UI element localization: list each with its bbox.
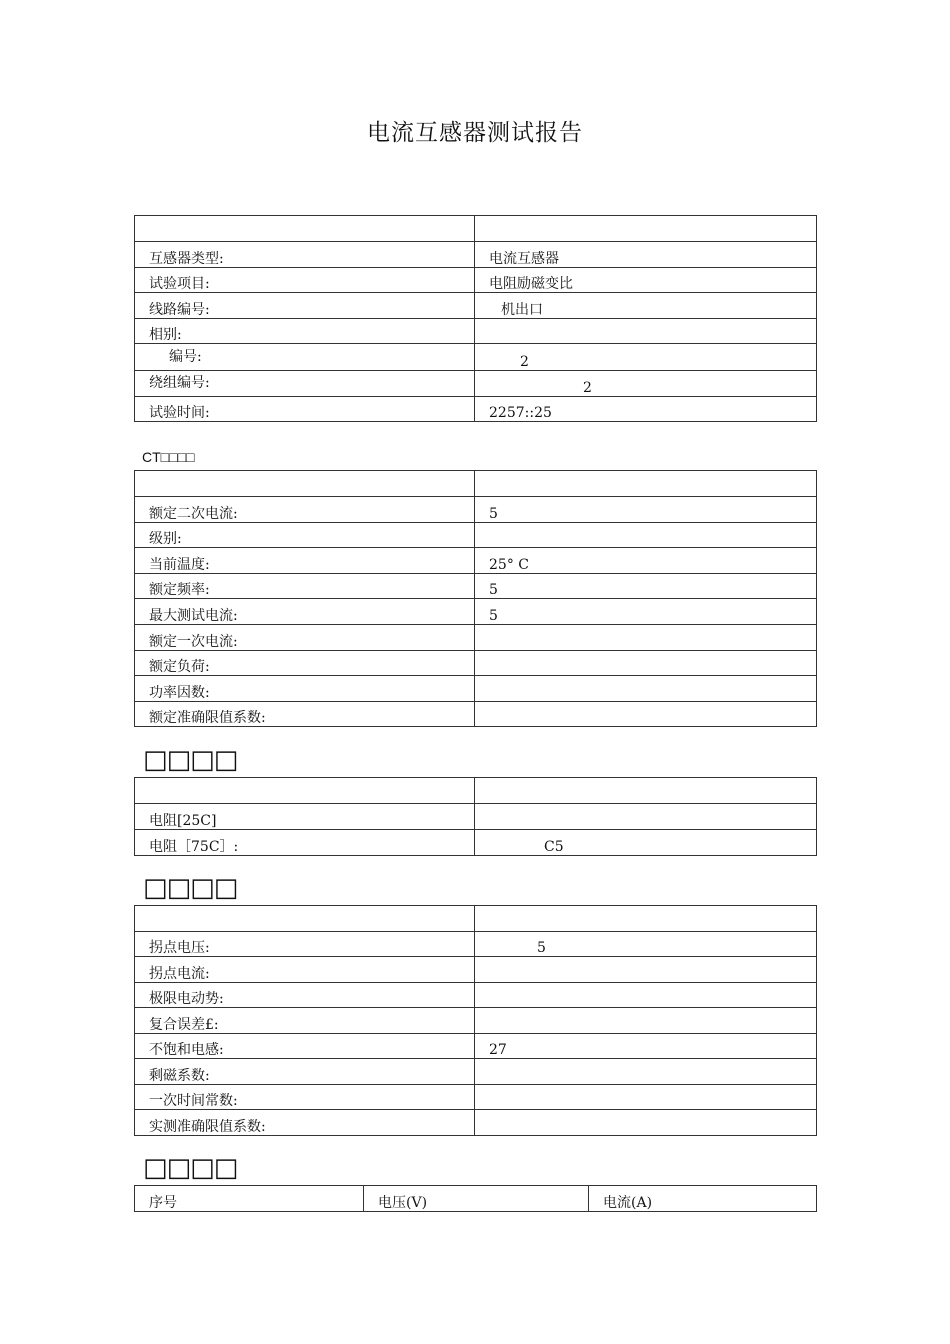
test-item-value: 电阻励磁变比 bbox=[475, 268, 817, 293]
winding-value: 2 bbox=[475, 371, 817, 397]
table-row bbox=[135, 471, 817, 497]
primary-time-constant-label: 一次时间常数: bbox=[135, 1085, 475, 1110]
data-table bbox=[134, 1185, 817, 1212]
table-row bbox=[135, 906, 817, 932]
measured-alf-value bbox=[475, 1110, 817, 1136]
table-row bbox=[135, 548, 817, 574]
limit-emf-label: 极限电动势: bbox=[135, 983, 475, 1008]
table-row bbox=[135, 397, 817, 422]
table-row bbox=[135, 804, 817, 830]
table-header-row bbox=[135, 1186, 817, 1212]
table-row bbox=[135, 1034, 817, 1059]
table-row bbox=[135, 319, 817, 344]
knee-current-label: 拐点电流: bbox=[135, 957, 475, 983]
resistance-75c-value: C5 bbox=[475, 830, 817, 856]
winding-label: 绕组编号: bbox=[135, 371, 475, 397]
table-row bbox=[135, 625, 817, 651]
report-title: 电流互感器测试报告 bbox=[367, 120, 583, 146]
limit-emf-value bbox=[475, 983, 817, 1008]
col-header-index: 序号 bbox=[135, 1186, 364, 1212]
table-row bbox=[135, 676, 817, 702]
resistance-25c-value bbox=[475, 804, 817, 830]
excitation-section-heading: □□□□ bbox=[143, 873, 238, 903]
measured-alf-label: 实测准确限值系数: bbox=[135, 1110, 475, 1136]
line-number-label: 线路编号: bbox=[135, 293, 475, 319]
ct-section-heading: CT□□□□ bbox=[142, 449, 195, 465]
knee-voltage-value: 5 bbox=[475, 932, 817, 957]
table-row bbox=[135, 932, 817, 957]
table-row bbox=[135, 1110, 817, 1136]
remanence-factor-value bbox=[475, 1059, 817, 1085]
table-row bbox=[135, 268, 817, 293]
unsaturated-inductance-value: 27 bbox=[475, 1034, 817, 1059]
power-factor-value bbox=[475, 676, 817, 702]
table-row bbox=[135, 983, 817, 1008]
table-row bbox=[135, 651, 817, 676]
test-item-label: 试验项目: bbox=[135, 268, 475, 293]
rated-primary-current-value bbox=[475, 625, 817, 651]
max-test-current-label: 最大测试电流: bbox=[135, 599, 475, 625]
resistance-section-heading: □□□□ bbox=[143, 745, 238, 775]
knee-voltage-label: 拐点电压: bbox=[135, 932, 475, 957]
basic-info-table bbox=[134, 215, 817, 422]
class-value bbox=[475, 523, 817, 548]
knee-current-value bbox=[475, 957, 817, 983]
table-row bbox=[135, 599, 817, 625]
table-row bbox=[135, 957, 817, 983]
ct-type-label: 互感器类型: bbox=[135, 242, 475, 268]
ct-params-table bbox=[134, 470, 817, 727]
rated-frequency-label: 额定频率: bbox=[135, 574, 475, 599]
table-row bbox=[135, 523, 817, 548]
power-factor-label: 功率因数: bbox=[135, 676, 475, 702]
table-row bbox=[135, 497, 817, 523]
phase-label: 相别: bbox=[135, 319, 475, 344]
rated-alf-value bbox=[475, 702, 817, 727]
table-row bbox=[135, 1085, 817, 1110]
max-test-current-value: 5 bbox=[475, 599, 817, 625]
resistance-table bbox=[134, 777, 817, 856]
table-row bbox=[135, 778, 817, 804]
serial-value: 2 bbox=[475, 344, 817, 371]
rated-alf-label: 额定准确限值系数: bbox=[135, 702, 475, 727]
temperature-value: 25° C bbox=[475, 548, 817, 574]
col-header-voltage: 电压(V) bbox=[364, 1186, 589, 1212]
test-time-label: 试验时间: bbox=[135, 397, 475, 422]
composite-error-value bbox=[475, 1008, 817, 1034]
table-row bbox=[135, 293, 817, 319]
rated-frequency-value: 5 bbox=[475, 574, 817, 599]
ct-type-value: 电流互感器 bbox=[475, 242, 817, 268]
line-number-value: 机出口 bbox=[475, 293, 817, 319]
table-row bbox=[135, 574, 817, 599]
composite-error-label: 复合误差£: bbox=[135, 1008, 475, 1034]
table-row bbox=[135, 344, 817, 371]
serial-label: 编号: bbox=[135, 344, 475, 371]
table-row bbox=[135, 216, 817, 242]
phase-value bbox=[475, 319, 817, 344]
rated-secondary-current-value: 5 bbox=[475, 497, 817, 523]
table-row bbox=[135, 702, 817, 727]
excitation-table bbox=[134, 905, 817, 1136]
unsaturated-inductance-label: 不饱和电感: bbox=[135, 1034, 475, 1059]
table-row bbox=[135, 371, 817, 397]
rated-burden-label: 额定负荷: bbox=[135, 651, 475, 676]
remanence-factor-label: 剩磁系数: bbox=[135, 1059, 475, 1085]
resistance-25c-label: 电阻[25C] bbox=[135, 804, 475, 830]
table-row bbox=[135, 830, 817, 856]
table-row bbox=[135, 1059, 817, 1085]
rated-burden-value bbox=[475, 651, 817, 676]
primary-time-constant-value bbox=[475, 1085, 817, 1110]
rated-primary-current-label: 额定一次电流: bbox=[135, 625, 475, 651]
class-label: 级别: bbox=[135, 523, 475, 548]
resistance-75c-label: 电阻［75C］: bbox=[135, 830, 475, 856]
table-row bbox=[135, 1008, 817, 1034]
temperature-label: 当前温度: bbox=[135, 548, 475, 574]
col-header-current: 电流(A) bbox=[589, 1186, 817, 1212]
data-section-heading: □□□□ bbox=[143, 1153, 238, 1183]
test-time-value: 2257::25 bbox=[475, 397, 817, 422]
table-row bbox=[135, 242, 817, 268]
rated-secondary-current-label: 额定二次电流: bbox=[135, 497, 475, 523]
